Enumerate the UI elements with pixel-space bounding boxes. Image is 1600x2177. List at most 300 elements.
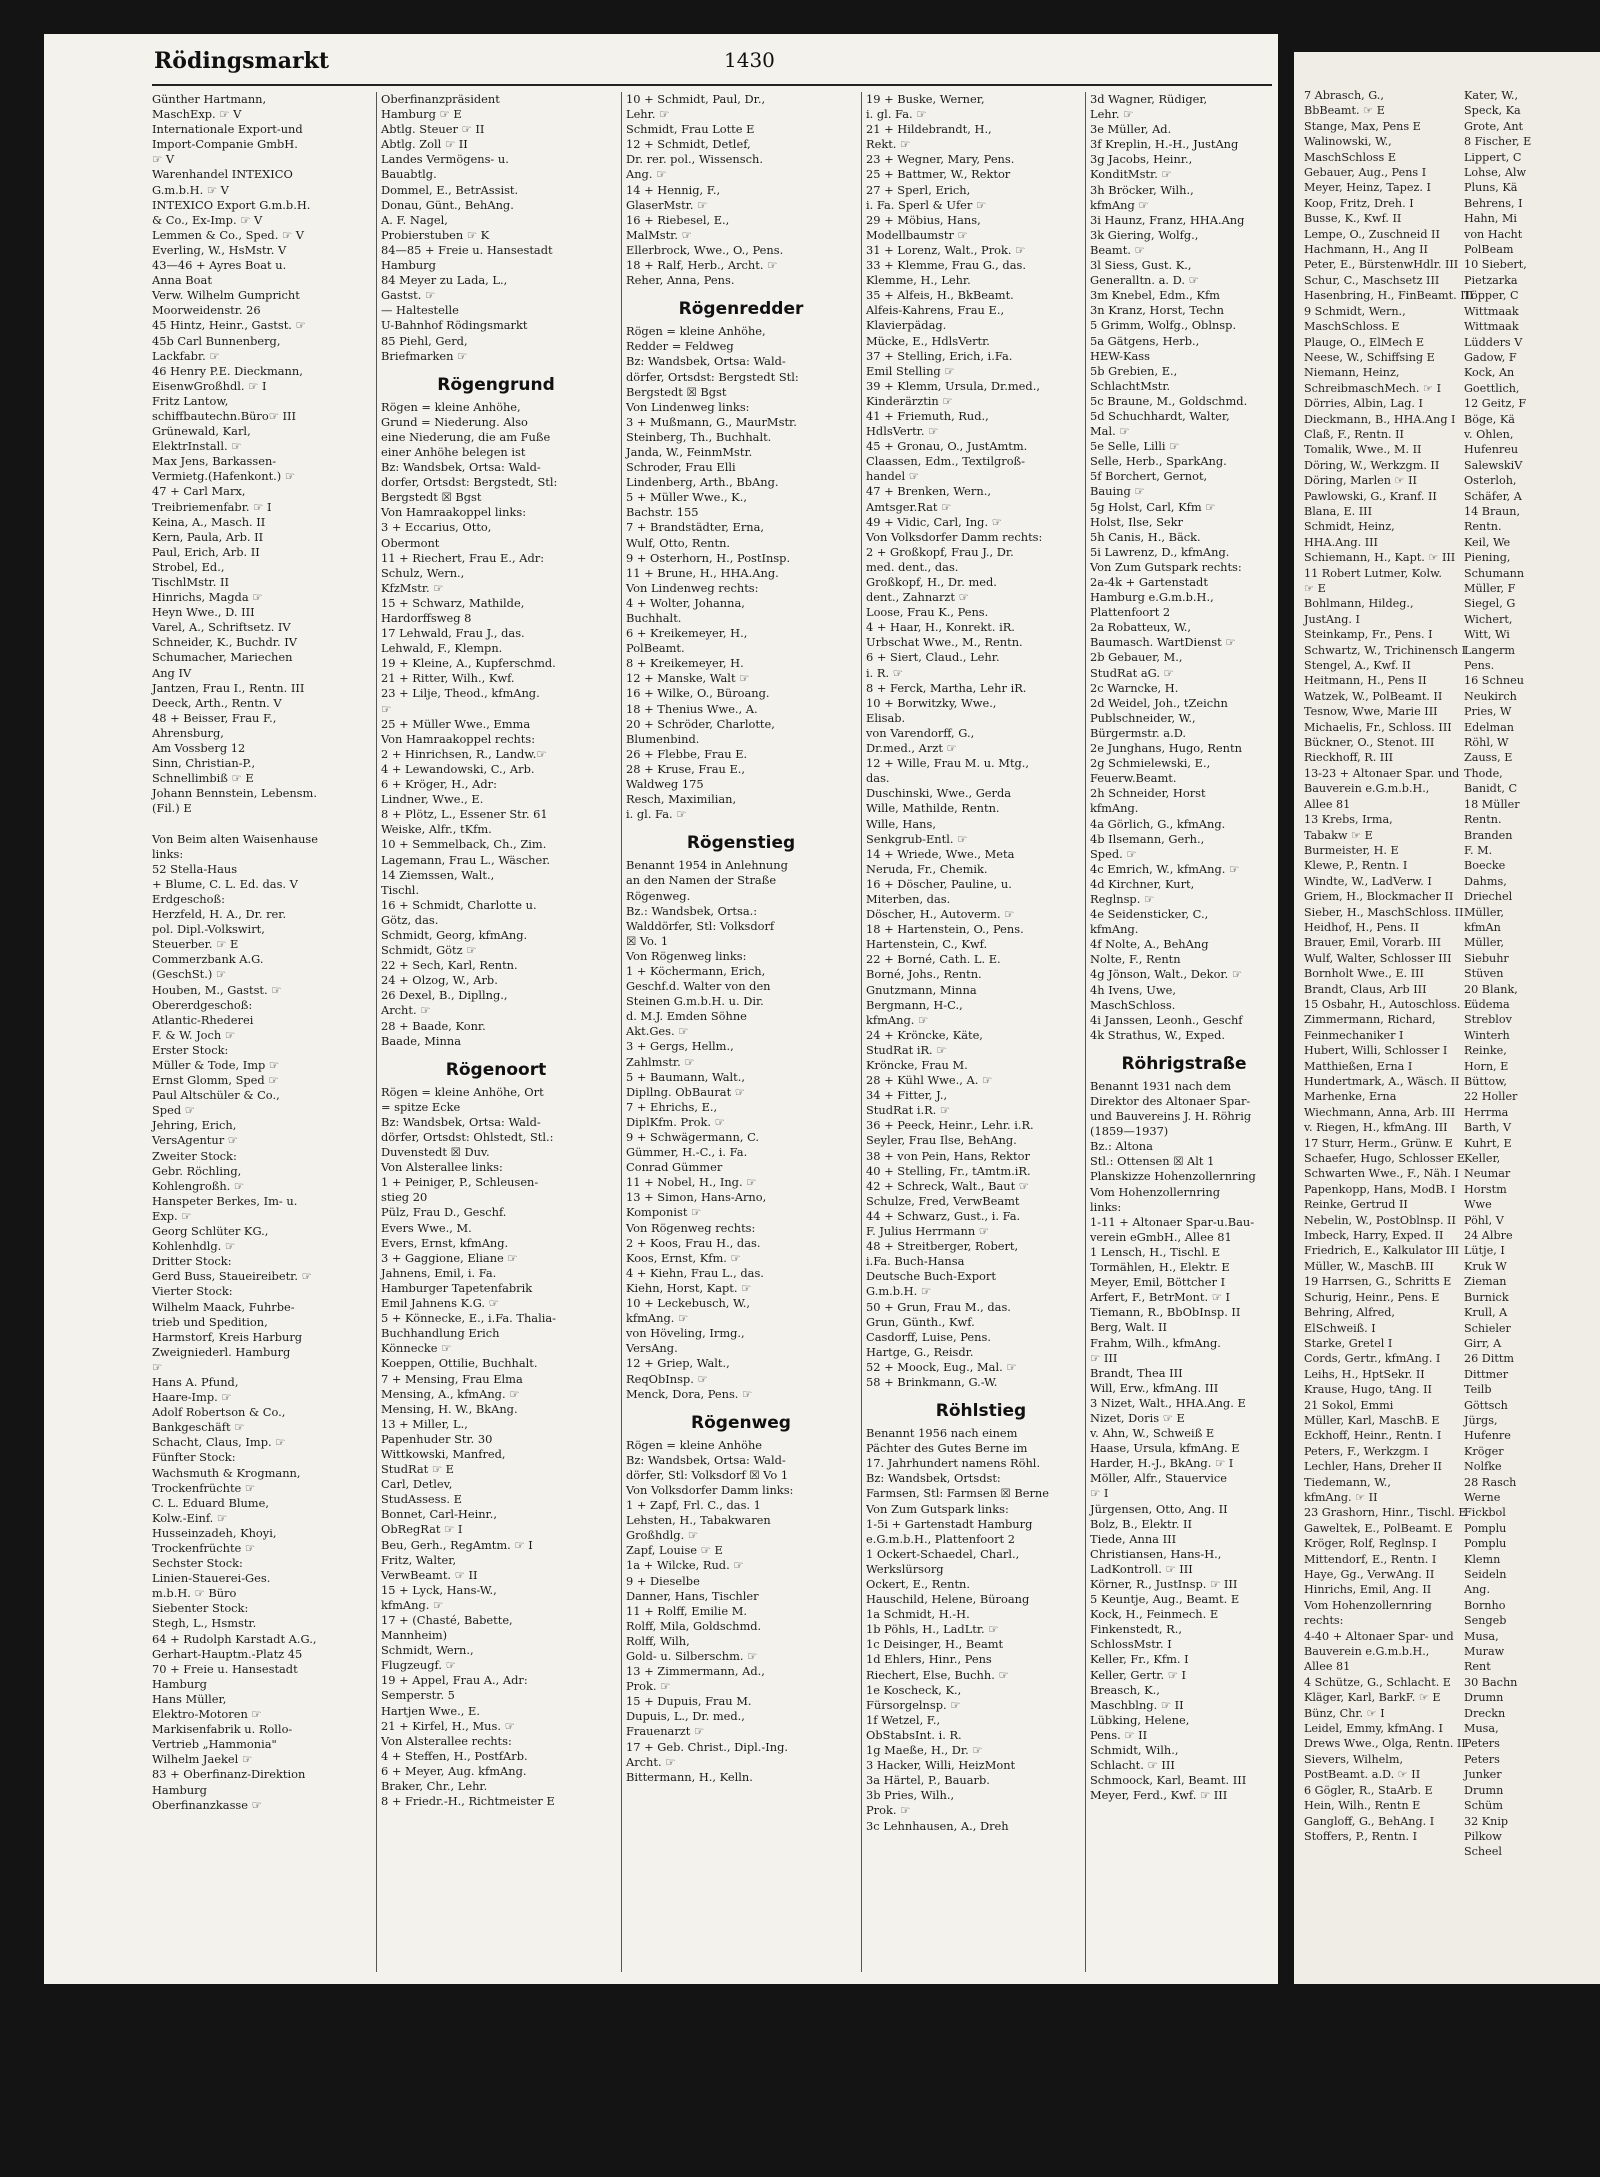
- directory-entry: U-Bahnhof Rödingsmarkt: [381, 318, 528, 333]
- directory-entry: Hein, Wilh., Rentn E: [1304, 1799, 1421, 1813]
- directory-entry: Direktor des Altonaer Spar-: [1090, 1094, 1251, 1108]
- directory-entry: Speck, Ka: [1464, 104, 1521, 118]
- directory-entry: Thode,: [1464, 766, 1503, 780]
- directory-entry: Schulz, Wern.,: [381, 565, 465, 580]
- directory-entry: dörfer, Ortsdst: Bergstedt Stl:: [626, 369, 799, 384]
- directory-entry: Johann Bennstein, Lebensm.: [152, 786, 317, 801]
- directory-entry: Deutsche Buch-Export: [866, 1269, 996, 1284]
- directory-entry: Heidhof, H., Pens. II: [1304, 920, 1419, 934]
- directory-entry: 32 Knip: [1464, 1814, 1509, 1828]
- directory-entry: Zieman: [1464, 1275, 1507, 1289]
- directory-entry: m.b.H. ☞ Büro: [152, 1586, 237, 1601]
- directory-entry: Nizet, Doris ☞ E: [1090, 1410, 1185, 1425]
- directory-entry: Lohse, Alw: [1464, 166, 1527, 180]
- street-section-title: Rögenredder: [678, 299, 804, 320]
- directory-entry: KfzMstr. ☞: [381, 580, 444, 595]
- directory-entry: Bz: Wandsbek, Ortsa: Wald-: [626, 354, 786, 369]
- directory-entry: Erdgeschoß:: [152, 891, 225, 906]
- directory-entry: 84 Meyer zu Lada, L.,: [381, 273, 508, 288]
- directory-entry: 17 + Geb. Christ., Dipl.-Ing.: [626, 1739, 789, 1754]
- directory-entry: 22 + Sech, Karl, Rentn.: [381, 958, 518, 973]
- directory-entry: Schumann: [1464, 566, 1525, 580]
- directory-entry: Koop, Fritz, Dreh. I: [1304, 196, 1414, 210]
- directory-entry: Horn, E: [1464, 1059, 1509, 1073]
- directory-entry: Schroder, Frau Elli: [626, 460, 736, 475]
- directory-entry: Stengel, A., Kwf. II: [1304, 659, 1411, 673]
- directory-entry: Lehwald, F., Klempn.: [381, 641, 503, 656]
- directory-entry: Jantzen, Frau I., Rentn. III: [152, 680, 305, 695]
- directory-entry: v. Ahn, W., Schweiß E: [1090, 1426, 1215, 1441]
- directory-entry: Hartenstein, C., Kwf.: [866, 937, 988, 952]
- directory-entry: 4-40 + Altonaer Spar- und: [1304, 1629, 1454, 1643]
- directory-entry: 14 + Wriede, Wwe., Meta: [866, 846, 1015, 861]
- directory-entry: ElektrInstall. ☞: [152, 439, 242, 454]
- entry-list: [626, 324, 856, 822]
- directory-entry: Everling, W., HsMstr. V: [152, 242, 287, 257]
- directory-entry: Evers Wwe., M.: [381, 1220, 472, 1235]
- directory-entry: 2a-4k + Gartenstadt: [1090, 575, 1208, 589]
- directory-entry: Zauss, E: [1464, 751, 1513, 765]
- directory-entry: Bz: Wandsbek, Ortsdst:: [866, 1471, 1001, 1486]
- directory-entry: Feinmechaniker I: [1304, 1028, 1404, 1042]
- directory-entry: Hamburg ☞ E: [381, 107, 462, 122]
- directory-entry: Herzfeld, H. A., Dr. rer.: [152, 907, 287, 922]
- street-section-title: Röhrigstraße: [1121, 1053, 1247, 1074]
- directory-entry: Matthießen, Erna I: [1304, 1059, 1413, 1073]
- directory-entry: Papenkopp, Hans, ModB. I: [1304, 1182, 1456, 1196]
- directory-entry: Buchhalt.: [626, 611, 682, 625]
- directory-entry: Bz: Wandsbek, Ortsa: Wald-: [381, 460, 541, 475]
- directory-entry: Generalltn. a. D. ☞: [1090, 273, 1199, 288]
- directory-entry: Schmidt, Götz ☞: [381, 943, 477, 958]
- directory-entry: Teilb: [1464, 1383, 1492, 1397]
- directory-entry: Duschinski, Wwe., Gerda: [866, 786, 1012, 801]
- directory-entry: Urbschat Wwe., M., Rentn.: [866, 635, 1023, 650]
- directory-entry: Duvenstedt ☒ Duv.: [381, 1145, 490, 1160]
- directory-entry: 5 Grimm, Wolfg., Oblnsp.: [1090, 318, 1237, 333]
- directory-entry: Kröger, Rolf, Reglnsp. I: [1304, 1537, 1437, 1551]
- directory-entry: Heyn Wwe., D. III: [152, 605, 255, 620]
- directory-entry: Alfeis-Kahrens, Frau E.,: [866, 303, 1005, 318]
- directory-entry: 2h Schneider, Horst: [1090, 786, 1206, 801]
- directory-entry: Vom Hohenzollernring: [1090, 1184, 1221, 1199]
- directory-entry: Gastst. ☞: [381, 288, 436, 303]
- directory-entry: Stange, Max, Pens E: [1304, 119, 1421, 133]
- directory-entry: 16 + Riebesel, E.,: [626, 212, 730, 227]
- directory-entry: Hamburg: [381, 258, 436, 273]
- directory-entry: Wachsmuth & Krogmann,: [152, 1465, 301, 1480]
- directory-entry: 24 Albre: [1464, 1229, 1513, 1243]
- directory-entry: Könnecke ☞: [381, 1341, 452, 1356]
- directory-entry: Mensing, H. W., BkAng.: [381, 1401, 518, 1416]
- directory-entry: Jahnens, Emil, i. Fa.: [381, 1265, 497, 1280]
- directory-entry: Osterloh,: [1464, 474, 1517, 488]
- directory-entry: 2d Weidel, Joh., tZeichn: [1090, 695, 1228, 710]
- directory-entry: 13 + Simon, Hans-Arno,: [626, 1190, 767, 1205]
- directory-entry: 43—46 + Ayres Boat u.: [152, 258, 287, 273]
- directory-entry: Gümmer, H.-C., i. Fa.: [626, 1145, 748, 1160]
- directory-entry: 1d Ehlers, Hinr., Pens: [866, 1652, 992, 1667]
- directory-entry: Friedrich, E., Kalkulator III: [1304, 1244, 1460, 1258]
- directory-entry: pol. Dipl.-Volkswirt,: [152, 922, 265, 937]
- directory-entry: Bauabtlg.: [381, 167, 437, 182]
- directory-entry: Sinn, Christian-P.,: [152, 756, 256, 771]
- directory-entry: Bachstr. 155: [626, 505, 699, 520]
- directory-entry: Evers, Ernst, kfmAng.: [381, 1235, 509, 1250]
- directory-entry: ObRegRat ☞ I: [381, 1522, 463, 1537]
- directory-entry: 25 + Battmer, W., Rektor: [866, 167, 1011, 182]
- directory-entry: Bünz, Chr. ☞ I: [1304, 1706, 1385, 1720]
- directory-entry: Moorweidenstr. 26: [152, 303, 261, 318]
- directory-entry: StudRat iR. ☞: [866, 1042, 947, 1057]
- directory-entry: Klemn: [1464, 1552, 1501, 1566]
- directory-entry: Wulf, Walter, Schlosser III: [1304, 951, 1452, 965]
- directory-entry: 19 + Appel, Frau A., Adr:: [381, 1673, 528, 1688]
- directory-entry: 3h Bröcker, Wilh.,: [1090, 182, 1194, 197]
- directory-entry: Braker, Chr., Lehr.: [381, 1779, 488, 1794]
- directory-entry: 47 + Carl Marx,: [152, 484, 246, 499]
- entry-list: [626, 858, 856, 1401]
- directory-entry: 13 + Miller, L.,: [381, 1416, 468, 1431]
- directory-entry: Reinke, Gertrud II: [1304, 1198, 1408, 1212]
- directory-entry: 2b Gebauer, M.,: [1090, 650, 1183, 665]
- directory-entry: 21 + Hildebrandt, H.,: [866, 122, 992, 137]
- directory-entry: Schüm: [1464, 1799, 1503, 1813]
- directory-entry: Bornholt Wwe., E. III: [1304, 967, 1424, 981]
- directory-entry: Neukirch: [1464, 689, 1517, 703]
- directory-entry: Riechert, Else, Buchh. ☞: [866, 1667, 1009, 1682]
- directory-entry: Leihs, H., HptSekr. II: [1304, 1367, 1425, 1381]
- directory-entry: Loose, Frau K., Pens.: [866, 605, 989, 620]
- directory-entry: 3a Härtel, P., Bauarb.: [866, 1773, 990, 1788]
- entry-list: [1090, 1079, 1278, 1804]
- directory-entry: Rögen = kleine Anhöhe,: [381, 399, 521, 414]
- directory-entry: Brandt, Claus, Arb III: [1304, 982, 1427, 996]
- directory-entry: VersAng.: [626, 1341, 678, 1356]
- directory-entry: Keller, Gertr. ☞ I: [1090, 1667, 1187, 1682]
- directory-entry: 4h Ivens, Uwe,: [1090, 982, 1177, 997]
- directory-entry: Lindner, Wwe., E.: [381, 792, 484, 807]
- directory-entry: 40 + Stelling, Fr., tAmtm.iR.: [866, 1163, 1031, 1178]
- directory-entry: 3 Nizet, Walt., HHA.Ang. E: [1090, 1395, 1246, 1410]
- directory-entry: Allee 81: [1304, 797, 1351, 811]
- directory-entry: Gebr. Röchling,: [152, 1163, 242, 1178]
- directory-entry: Sievers, Wilhelm,: [1304, 1752, 1404, 1766]
- directory-entry: Mal. ☞: [1090, 424, 1130, 439]
- directory-entry: Tabakw ☞ E: [1304, 828, 1373, 842]
- directory-entry: Bornho: [1464, 1598, 1506, 1612]
- directory-entry: Vierter Stock:: [152, 1284, 233, 1299]
- street-section-title: Rögenoort: [445, 1059, 547, 1080]
- directory-entry: Papenhuder Str. 30: [381, 1431, 493, 1446]
- directory-entry: Sped. ☞: [1090, 846, 1137, 861]
- directory-entry: v. Ohlen,: [1464, 427, 1514, 441]
- directory-entry: Breasch, K.,: [1090, 1682, 1160, 1697]
- column-2: [381, 92, 611, 1972]
- directory-entry: Behrens, I: [1464, 196, 1523, 210]
- directory-entry: 7 + Ehrichs, E.,: [626, 1099, 718, 1114]
- directory-entry: Schnellimbiß ☞ E: [152, 771, 254, 786]
- directory-entry: SchreibmaschMech. ☞ I: [1304, 381, 1441, 395]
- directory-entry: Lechler, Hans, Dreher II: [1304, 1460, 1442, 1474]
- directory-entry: F. Julius Herrmann ☞: [866, 1224, 990, 1239]
- directory-entry: kfmAn: [1464, 920, 1501, 934]
- directory-entry: Mensing, A., kfmAng. ☞: [381, 1386, 520, 1401]
- directory-entry: 3 + Gaggione, Eliane ☞: [381, 1250, 518, 1265]
- directory-entry: 16 + Schmidt, Charlotte u.: [381, 897, 537, 912]
- directory-entry: MalMstr. ☞: [626, 227, 692, 242]
- directory-entry: Dr.med., Arzt ☞: [866, 741, 957, 756]
- directory-entry: kfmAng ☞: [1090, 197, 1149, 212]
- directory-entry: 5i Lawrenz, D., kfmAng.: [1090, 544, 1230, 559]
- directory-entry: Möller, Alfr., Stauervice: [1090, 1471, 1228, 1486]
- directory-entry: Rieckhoff, R. III: [1304, 751, 1394, 765]
- directory-entry: Pietzarka: [1464, 273, 1518, 287]
- directory-entry: Fickbol: [1464, 1506, 1506, 1520]
- directory-entry: (Fil.) E: [152, 801, 192, 816]
- directory-entry: Werne: [1464, 1490, 1501, 1504]
- directory-entry: SchlachtMstr.: [1090, 378, 1171, 393]
- directory-entry: Bankgeschäft ☞: [152, 1420, 245, 1435]
- directory-entry: Ellerbrock, Wwe., O., Pens.: [626, 242, 784, 257]
- directory-entry: 9 + Dieselbe: [626, 1573, 700, 1588]
- directory-entry: Pomplu: [1464, 1521, 1507, 1535]
- directory-entry: 3k Giering, Wolfg.,: [1090, 227, 1199, 242]
- directory-entry: Obermont: [381, 535, 440, 550]
- directory-entry: kfmAng. ☞: [626, 1311, 689, 1326]
- directory-entry: Muraw: [1464, 1645, 1505, 1659]
- directory-entry: Deeck, Arth., Rentn. V: [152, 695, 282, 710]
- directory-entry: 27 + Sperl, Erich,: [866, 182, 971, 197]
- directory-entry: 44 + Schwarz, Gust., i. Fa.: [866, 1208, 1021, 1223]
- directory-entry: 14 + Hennig, F.,: [626, 182, 721, 197]
- directory-entry: Menck, Dora, Pens. ☞: [626, 1386, 753, 1401]
- directory-entry: Rolff, Wilh,: [626, 1633, 690, 1648]
- directory-entry: 26 Dexel, B., Dipllng.,: [381, 988, 508, 1003]
- directory-entry: Hartjen Wwe., E.: [381, 1703, 480, 1718]
- directory-entry: Mannheim): [381, 1628, 448, 1643]
- directory-entry: Rögenweg.: [626, 888, 691, 903]
- entry-list: [1090, 92, 1278, 1043]
- directory-entry: Strobel, Ed.,: [152, 559, 225, 574]
- directory-entry: 26 + Flebbe, Frau E.: [626, 746, 748, 761]
- directory-entry: Oberfinanzpräsident: [381, 92, 500, 106]
- directory-entry: 5e Selle, Lilli ☞: [1090, 439, 1180, 454]
- directory-entry: 4a Görlich, G., kfmAng.: [1090, 816, 1226, 831]
- directory-entry: 12 Geitz, F: [1464, 397, 1527, 411]
- directory-entry: Girr, A: [1464, 1336, 1502, 1350]
- directory-entry: Streblov: [1464, 1013, 1512, 1027]
- directory-entry: ☞ III: [1090, 1350, 1118, 1365]
- directory-entry: 4k Strathus, W., Exped.: [1090, 1027, 1225, 1042]
- directory-entry: Prok. ☞: [866, 1803, 911, 1818]
- directory-entry: Krause, Hugo, tAng. II: [1304, 1383, 1432, 1397]
- directory-entry: 39 + Klemm, Ursula, Dr.med.,: [866, 378, 1040, 393]
- directory-entry: i. Fa. Sperl & Ufer ☞: [866, 197, 987, 212]
- directory-entry: Seyler, Frau Ilse, BehAng.: [866, 1133, 1017, 1148]
- directory-entry: 3c Lehnhausen, A., Dreh: [866, 1818, 1009, 1833]
- directory-entry: 83 + Oberfinanz-Direktion: [152, 1767, 306, 1782]
- directory-entry: (GeschSt.) ☞: [152, 967, 227, 982]
- directory-entry: 4 + Lewandowski, C., Arb.: [381, 761, 535, 776]
- directory-entry: Lüdders V: [1464, 335, 1523, 349]
- directory-entry: Wilhelm Maack, Fuhrbe-: [152, 1299, 295, 1314]
- directory-entry: MaschSchloss. E: [1304, 320, 1400, 334]
- directory-entry: verein eGmbH., Allee 81: [1090, 1229, 1232, 1244]
- directory-entry: i. gl. Fa. ☞: [626, 807, 687, 822]
- directory-entry: 3i Haunz, Franz, HHA.Ang: [1090, 212, 1245, 227]
- directory-entry: 13-23 + Altonaer Spar. und: [1304, 766, 1460, 780]
- directory-entry: 1 + Köchermann, Erich,: [626, 963, 766, 978]
- directory-entry: Stl.: Ottensen ☒ Alt 1: [1090, 1154, 1215, 1169]
- directory-entry: Semperstr. 5: [381, 1688, 455, 1703]
- directory-entry: 16 + Wilke, O., Büroang.: [626, 686, 770, 701]
- directory-entry: Stoffers, P., Rentn. I: [1304, 1829, 1418, 1843]
- directory-entry: Bittermann, H., Kelln.: [626, 1769, 753, 1784]
- directory-entry: Meyer, Heinz, Tapez. I: [1304, 181, 1431, 195]
- directory-entry: 50 + Grun, Frau M., das.: [866, 1299, 1011, 1314]
- directory-entry: Neruda, Fr., Chemik.: [866, 861, 988, 876]
- directory-entry: Lagemann, Frau L., Wäscher.: [381, 852, 551, 867]
- directory-entry: Baade, Minna: [381, 1033, 461, 1048]
- directory-entry: Hufenreu: [1464, 443, 1519, 457]
- directory-entry: Wittmaak: [1464, 304, 1519, 318]
- directory-entry: Leidel, Emmy, kfmAng. I: [1304, 1722, 1443, 1736]
- directory-entry: Hubert, Willi, Schlosser I: [1304, 1044, 1448, 1058]
- directory-entry: 15 + Lyck, Hans-W.,: [381, 1582, 497, 1597]
- directory-entry: Drumn: [1464, 1691, 1504, 1705]
- directory-entry: Großkopf, H., Dr. med.: [866, 575, 997, 589]
- directory-entry: 5 + Könnecke, E., i.Fa. Thalia-: [381, 1311, 557, 1326]
- directory-entry: 21 + Ritter, Wilh., Kwf.: [381, 671, 515, 686]
- directory-entry: Griem, H., Blockmacher II: [1304, 890, 1454, 904]
- directory-entry: Schurig, Heinr., Pens. E: [1304, 1290, 1440, 1304]
- directory-entry: Von Volksdorfer Damm links:: [626, 1482, 794, 1497]
- directory-entry: 21 Sokol, Emmi: [1304, 1398, 1394, 1412]
- directory-entry: 28 Rasch: [1464, 1475, 1517, 1489]
- directory-entry: 38 + von Pein, Hans, Rektor: [866, 1148, 1030, 1163]
- directory-entry: 6 + Kröger, H., Adr:: [381, 777, 497, 792]
- directory-entry: Pens. ☞ II: [1090, 1727, 1148, 1742]
- facing-column-2: [1458, 72, 1600, 1972]
- directory-entry: Rekt. ☞: [866, 137, 911, 152]
- directory-entry: 3m Knebel, Edm., Kfm: [1090, 288, 1220, 303]
- directory-entry: Göttsch: [1464, 1398, 1508, 1412]
- directory-entry: 28 + Kruse, Frau E.,: [626, 761, 746, 776]
- directory-entry: Hinrichs, Magda ☞: [152, 590, 263, 605]
- directory-entry: Bonnet, Carl-Heinr.,: [381, 1507, 497, 1522]
- page-header: [154, 48, 1254, 82]
- directory-entry: Kohlenhdlg. ☞: [152, 1239, 236, 1254]
- directory-entry: Witt, Wi: [1464, 628, 1510, 642]
- directory-entry: Reglnsp. ☞: [1090, 891, 1155, 906]
- directory-entry: Siebuhr: [1464, 951, 1509, 965]
- directory-entry: Mittendorf, E., Rentn. I: [1304, 1552, 1437, 1566]
- directory-entry: Baumasch. WartDienst ☞: [1090, 635, 1236, 650]
- directory-entry: 45b Carl Bunnenberg,: [152, 333, 281, 348]
- page-number: 1430: [724, 48, 775, 72]
- directory-entry: Modellbaumstr ☞: [866, 227, 968, 242]
- directory-entry: kfmAng. ☞: [866, 1012, 929, 1027]
- directory-entry: Lindenberg, Arth., BbAng.: [626, 475, 779, 490]
- directory-entry: 8 + Plötz, L., Essener Str. 61: [381, 807, 548, 822]
- directory-entry: Feuerw.Beamt.: [1090, 771, 1177, 786]
- directory-entry: 3l Siess, Gust. K.,: [1090, 258, 1192, 273]
- directory-entry: Weiske, Alfr., tKfm.: [381, 822, 492, 837]
- directory-entry: Anna Boat: [152, 273, 212, 288]
- directory-entry: Claß, F., Rentn. II: [1304, 427, 1404, 441]
- directory-entry: Schieler: [1464, 1321, 1511, 1335]
- directory-entry: 3f Kreplin, H.-H., JustAng: [1090, 137, 1239, 152]
- directory-entry: Müller,: [1464, 905, 1505, 919]
- directory-entry: Obererdgeschoß:: [152, 997, 253, 1012]
- directory-entry: Busse, K., Kwf. II: [1304, 212, 1402, 226]
- directory-entry: Lempe, O., Zuschneid II: [1304, 227, 1440, 241]
- directory-entry: VersAgentur ☞: [152, 1133, 238, 1148]
- directory-entry: Hanspeter Berkes, Im- u.: [152, 1193, 298, 1208]
- directory-entry: Walinowski, W.,: [1304, 135, 1392, 149]
- directory-entry: dent., Zahnarzt ☞: [866, 590, 969, 605]
- directory-entry: Steinen G.m.b.H. u. Dir.: [626, 994, 764, 1009]
- directory-entry: Schiemann, H., Kapt. ☞ III: [1304, 551, 1456, 565]
- directory-entry: Behring, Alfred,: [1304, 1306, 1395, 1320]
- entry-list: [1298, 72, 1474, 1844]
- directory-entry: Ockert, E., Rentn.: [866, 1577, 970, 1591]
- directory-entry: 28 + Baade, Konr.: [381, 1018, 486, 1033]
- directory-entry: 11 Robert Lutmer, Kolw.: [1304, 566, 1442, 580]
- directory-entry: = spitze Ecke: [381, 1099, 461, 1114]
- directory-entry: ☞: [152, 1359, 163, 1374]
- directory-entry: StudRat aG. ☞: [1090, 665, 1174, 680]
- directory-entry: Emil Jahnens K.G. ☞: [381, 1296, 499, 1311]
- directory-entry: Böge, Kä: [1464, 412, 1515, 426]
- directory-entry: Peters, F., Werkzgm. I: [1304, 1444, 1429, 1458]
- directory-entry: Schaefer, Hugo, Schlosser E: [1304, 1152, 1466, 1166]
- directory-entry: Zweiter Stock:: [152, 1148, 237, 1163]
- directory-entry: Tischl.: [381, 882, 420, 897]
- directory-entry: Paul Altschüler & Co.,: [152, 1088, 280, 1103]
- directory-entry: 14 Braun,: [1464, 504, 1520, 518]
- directory-entry: Marhenke, Erna: [1304, 1090, 1397, 1104]
- directory-entry: StudRat ☞ E: [381, 1462, 454, 1477]
- directory-entry: Grund = Niederung. Also: [381, 414, 528, 429]
- entry-list: [1458, 72, 1600, 1860]
- directory-entry: Koos, Ernst, Kfm. ☞: [626, 1250, 741, 1265]
- directory-entry: Flugzeugf. ☞: [381, 1658, 456, 1673]
- directory-entry: Fritz Lantow,: [152, 393, 229, 408]
- directory-entry: Pöhl, V: [1464, 1213, 1504, 1227]
- directory-entry: e.G.m.b.H., Plattenfoort 2: [866, 1531, 1015, 1546]
- directory-entry: Hasenbring, H., FinBeamt. III: [1304, 289, 1474, 303]
- directory-entry: Müller, W., MaschB. III: [1304, 1259, 1434, 1273]
- directory-entry: links:: [1090, 1199, 1122, 1214]
- directory-entry: Dahms,: [1464, 874, 1507, 888]
- directory-entry: ☞ V: [152, 152, 175, 167]
- directory-entry: ObStabsInt. i. R.: [866, 1727, 962, 1742]
- directory-entry: Wittkowski, Manfred,: [381, 1446, 506, 1461]
- directory-entry: v. Riegen, H., kfmAng. III: [1304, 1121, 1448, 1135]
- directory-entry: 45 Hintz, Heinr., Gastst. ☞: [152, 318, 306, 333]
- directory-entry: dorfer, Ortsdst: Bergstedt, Stl:: [381, 475, 558, 490]
- directory-entry: Internationale Export-und: [152, 122, 303, 137]
- directory-entry: Hartge, G., Reisdr.: [866, 1344, 974, 1359]
- directory-entry: 84—85 + Freie u. Hansestadt: [381, 242, 553, 257]
- directory-entry: 2c Warncke, H.: [1090, 680, 1179, 695]
- directory-entry: Von Hamraakoppel rechts:: [381, 731, 536, 746]
- directory-entry: 6 + Kreikemeyer, H.,: [626, 626, 748, 641]
- directory-entry: dörfer, Ortsdst: Ohlstedt, Stl.:: [381, 1130, 554, 1144]
- directory-entry: Kock, H., Feinmech. E: [1090, 1607, 1219, 1622]
